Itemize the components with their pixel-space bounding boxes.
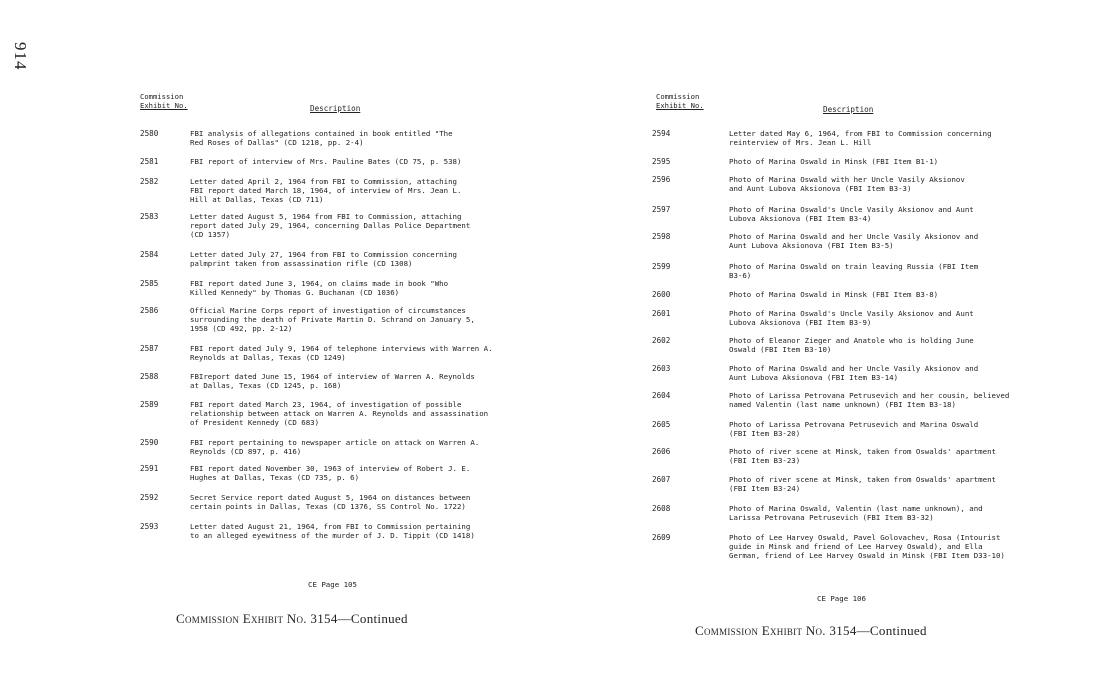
exhibit-description: FBIreport dated June 15, 1964 of interview of Warren A. Reynolds at Dallas, Texas (CD 1245, p. 168) <box>190 372 475 390</box>
caption-suffix: 3154—Continued <box>829 623 927 638</box>
exhibit-description: Photo of Eleanor Zieger and Anatole who is holding June Oswald (FBI Item B3-10) <box>729 336 974 354</box>
header-line: Commission <box>656 92 700 101</box>
exhibit-description: Letter dated May 6, 1964, from FBI to Commission concerning reinterview of Mrs. Jean L. Hill <box>729 129 992 147</box>
exhibit-number: 2590 <box>140 438 159 447</box>
exhibit-number: 2606 <box>652 447 671 456</box>
exhibit-description: Letter dated August 5, 1964 from FBI to Commission, attaching report dated July 29, 1964, concerning Dallas Police Department (CD 1357) <box>190 212 471 239</box>
exhibit-row <box>140 493 530 511</box>
exhibit-description: Photo of river scene at Minsk, taken from Oswalds' apartment (FBI Item B3-23) <box>729 447 996 465</box>
exhibit-number: 2581 <box>140 157 159 166</box>
exhibit-description: Photo of Marina Oswald in Minsk (FBI Item B1-1) <box>729 157 939 166</box>
exhibit-description: Photo of Marina Oswald and her Uncle Vasily Aksionov and Aunt Lubova Aksionova (FBI Item B3-14) <box>729 364 979 382</box>
exhibit-description: Photo of Marina Oswald with her Uncle Vasily Aksionov and Aunt Lubova Aksionova (FBI Item B3-3) <box>729 175 965 193</box>
exhibit-number: 2605 <box>652 420 671 429</box>
exhibit-row <box>140 464 530 482</box>
left-description-header: Description <box>310 104 361 113</box>
exhibit-description: Photo of Marina Oswald, Valentin (last name unknown), and Larissa Petrovana Petrusevich (FBI Item B3-32) <box>729 504 983 522</box>
exhibit-row <box>652 504 1069 522</box>
exhibit-row <box>140 157 530 166</box>
exhibit-number: 2596 <box>652 175 671 184</box>
exhibit-number: 2591 <box>140 464 159 473</box>
exhibit-number: 2607 <box>652 475 671 484</box>
exhibit-number: 2592 <box>140 493 159 502</box>
exhibit-number: 2593 <box>140 522 159 531</box>
exhibit-row <box>652 447 1069 465</box>
exhibit-description: FBI report dated June 3, 1964, on claims made in book "Who Killed Kennedy" by Thomas G. Buchanan (CD 1036) <box>190 279 449 297</box>
left-exhibit-no-header <box>140 93 188 110</box>
exhibit-description: Letter dated April 2, 1964 from FBI to Commission, attaching FBI report dated March 18, 1964, of interview of Mrs. Jean L. Hill at Dallas, Texas (CD 711) <box>190 177 462 204</box>
exhibit-row <box>652 290 1069 299</box>
exhibit-row <box>140 212 530 239</box>
exhibit-row <box>652 157 1069 166</box>
exhibit-number: 2608 <box>652 504 671 513</box>
header-line: Exhibit No. <box>656 100 704 110</box>
right-ce-page: CE Page 106 <box>817 594 866 603</box>
exhibit-row <box>140 177 530 204</box>
exhibit-description: FBI analysis of allegations contained in book entitled "The Red Roses of Dallas" (CD 1218, pp. 2-4) <box>190 129 453 147</box>
exhibit-row <box>140 129 530 147</box>
exhibit-description: Photo of Larissa Petrovana Petrusevich and her cousin, believed named Valentin (last name unknown) (FBI Item B3-18) <box>729 391 1010 409</box>
exhibit-number: 2587 <box>140 344 159 353</box>
exhibit-row <box>652 309 1069 327</box>
exhibit-number: 2600 <box>652 290 671 299</box>
exhibit-number: 2584 <box>140 250 159 259</box>
exhibit-description: Photo of Marina Oswald's Uncle Vasily Aksionov and Aunt Lubova Aksionova (FBI Item B3-4) <box>729 205 974 223</box>
exhibit-row <box>652 205 1069 223</box>
exhibit-description: Photo of Larissa Petrovana Petrusevich and Marina Oswald (FBI Item B3-20) <box>729 420 979 438</box>
exhibit-description: Letter dated August 21, 1964, from FBI to Commission pertaining to an alleged eyewitness of the murder of J. D. Tippit (CD 1418) <box>190 522 475 540</box>
exhibit-row <box>652 129 1069 147</box>
exhibit-row <box>140 279 530 297</box>
exhibit-description: Photo of Marina Oswald's Uncle Vasily Aksionov and Aunt Lubova Aksionova (FBI Item B3-9) <box>729 309 974 327</box>
exhibit-description: Photo of Marina Oswald on train leaving Russia (FBI Item B3-6) <box>729 262 979 280</box>
exhibit-row <box>652 533 1069 560</box>
exhibit-number: 2598 <box>652 232 671 241</box>
header-line: Commission <box>140 92 184 101</box>
exhibit-row <box>140 306 530 333</box>
exhibit-number: 2599 <box>652 262 671 271</box>
exhibit-description: FBI report of interview of Mrs. Pauline Bates (CD 75, p. 538) <box>190 157 462 166</box>
exhibit-row <box>652 175 1069 193</box>
right-exhibit-no-header <box>656 93 704 110</box>
exhibit-number: 2595 <box>652 157 671 166</box>
exhibit-row <box>140 522 530 540</box>
header-line: Exhibit No. <box>140 100 188 110</box>
exhibit-row <box>652 262 1069 280</box>
exhibit-number: 2585 <box>140 279 159 288</box>
right-description-header: Description <box>823 105 874 114</box>
exhibit-row <box>652 364 1069 382</box>
exhibit-description: Secret Service report dated August 5, 1964 on distances between certain points in Dallas, Texas (CD 1376, SS Control No. 1722) <box>190 493 471 511</box>
exhibit-description: FBI report dated March 23, 1964, of investigation of possible relationship between attack on Warren A. Reynolds and assassination of President Kennedy (CD 683) <box>190 400 489 427</box>
exhibit-number: 2597 <box>652 205 671 214</box>
exhibit-description: Letter dated July 27, 1964 from FBI to Commission concerning palmprint taken from assassination rifle (CD 1308) <box>190 250 457 268</box>
exhibit-number: 2583 <box>140 212 159 221</box>
exhibit-number: 2589 <box>140 400 159 409</box>
exhibit-number: 2586 <box>140 306 159 315</box>
exhibit-number: 2580 <box>140 129 159 138</box>
exhibit-row <box>652 336 1069 354</box>
exhibit-number: 2594 <box>652 129 671 138</box>
exhibit-description: FBI report pertaining to newspaper article on attack on Warren A. Reynolds (CD 897, p. 416) <box>190 438 480 456</box>
exhibit-number: 2588 <box>140 372 159 381</box>
exhibit-row <box>652 475 1069 493</box>
exhibit-row <box>652 232 1069 250</box>
left-ce-page: CE Page 105 <box>308 580 357 589</box>
caption-prefix: Commission Exhibit No. <box>695 623 826 638</box>
exhibit-number: 2582 <box>140 177 159 186</box>
left-continued-caption <box>176 611 408 627</box>
exhibit-description: Photo of Marina Oswald and her Uncle Vasily Aksionov and Aunt Lubova Aksionova (FBI Item B3-5) <box>729 232 979 250</box>
exhibit-number: 2603 <box>652 364 671 373</box>
exhibit-description: Official Marine Corps report of investigation of circumstances surrounding the death of Private Martin D. Schrand on January 5, 1958 (CD 492, pp. 2-12) <box>190 306 475 333</box>
caption-prefix: Commission Exhibit No. <box>176 611 307 626</box>
exhibit-number: 2609 <box>652 533 671 542</box>
exhibit-description: Photo of Lee Harvey Oswald, Pavel Golovachev, Rosa (Intourist guide in Minsk and friend of Lee Harvey Oswald), and Ella German, friend of Lee Harvey Oswald in Minsk (FBI Item D33-10) <box>729 533 1005 560</box>
exhibit-row <box>652 391 1069 409</box>
exhibit-number: 2604 <box>652 391 671 400</box>
exhibit-row <box>140 250 530 268</box>
exhibit-description: Photo of river scene at Minsk, taken from Oswalds' apartment (FBI Item B3-24) <box>729 475 996 493</box>
exhibit-row <box>140 400 530 427</box>
exhibit-row <box>140 372 530 390</box>
exhibit-description: FBI report dated November 30, 1963 of interview of Robert J. E. Hughes at Dallas, Texas (CD 735, p. 6) <box>190 464 471 482</box>
exhibit-description: FBI report dated July 9, 1964 of telephone interviews with Warren A. Reynolds at Dallas, Texas (CD 1249) <box>190 344 493 362</box>
page-number: 914 <box>11 42 30 71</box>
right-continued-caption <box>695 623 927 639</box>
caption-suffix: 3154—Continued <box>310 611 408 626</box>
exhibit-number: 2602 <box>652 336 671 345</box>
exhibit-row <box>140 438 530 456</box>
exhibit-row <box>652 420 1069 438</box>
exhibit-description: Photo of Marina Oswald in Minsk (FBI Item B3-8) <box>729 290 939 299</box>
exhibit-row <box>140 344 530 362</box>
exhibit-number: 2601 <box>652 309 671 318</box>
